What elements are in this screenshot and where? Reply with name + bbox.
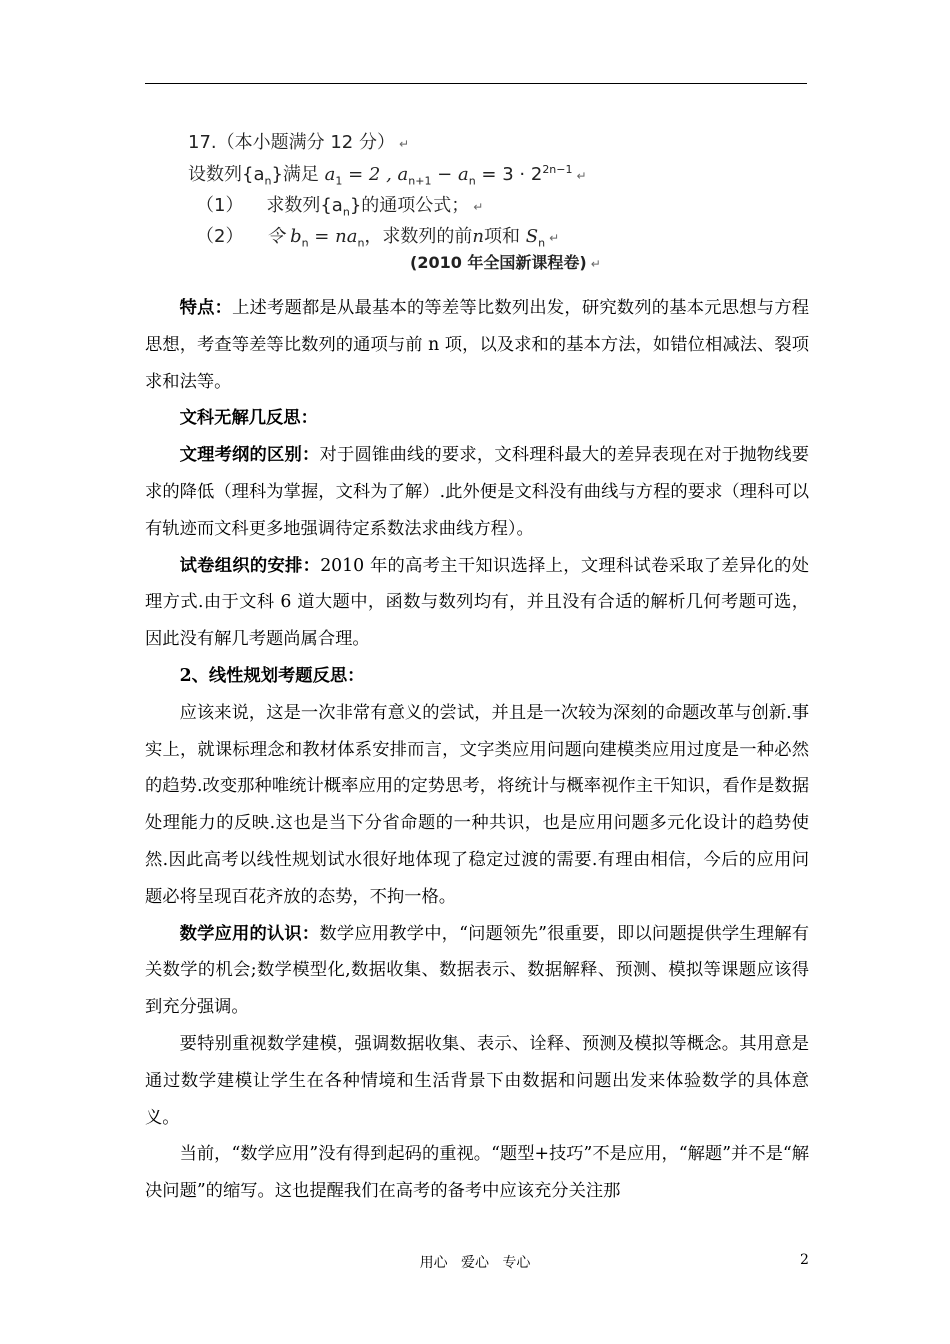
problem-part-1: （1） 求数列$\{a_n\}$的通项公式； ↵ — [196, 195, 484, 219]
problem-part-2: （2） 令 $b_n = na_n$，求数列的前n项和 $S_n$ ↵ — [196, 226, 560, 250]
document-body — [145, 290, 809, 1210]
heading-linear-programming: 2、线性规划考题反思： — [179, 665, 365, 686]
paragraph-paper-organization: 试卷组织的安排：2010 年的高考主干知识选择上，文理科试卷采取了差异化的处理方式.由于文科 6 道大题中，函数与数列均有，并且没有合适的解析几何考题可选，因此没有解几考题尚属合理。 — [145, 555, 809, 650]
problem-title: 17.（本小题满分 12 分） ↵ — [188, 132, 410, 153]
paragraph-linear-programming: 应该来说，这是一次非常有意义的尝试，并且是一次较为深刻的命题改革与创新.事实上，就课标理念和教材体系安排而言，文字类应用问题向建模类应用过度是一种必然的趋势.改变那种唯统计概率应用的定势思考，将统计与概率视作主干知识，看作是数据处理能力的反映.这也是当下分省命题的一种共识，也是应用问题多元化设计的趋势使然.因此高考以线性规划试水很好地体现了稳定过渡的需要.有理由相信，今后的应用问题必将呈现百花齐放的态势，不拘一格。 — [145, 702, 809, 907]
footer-motto: 用心 爱心 专心 — [419, 1255, 531, 1271]
paragraph-math-application: 数学应用的认识：数学应用教学中，“问题领先”很重要，即以问题提供学生理解有关数学的机会;数学模型化,数据收集、数据表示、数据解释、预测、模拟等课题应该得到充分强调。 — [145, 923, 809, 1018]
paragraph-modeling: 要特别重视数学建模，强调数据收集、表示、诠释、预测及模拟等概念。其用意是通过数学建模让学生在各种情境和生活背景下由数据和问题出发来体验数学的具体意义。 — [145, 1033, 809, 1128]
problem-source: (2010 年全国新课程卷) ↵ — [410, 253, 601, 272]
paragraph-features: 特点：上述考题都是从最基本的等差等比数列出发，研究数列的基本元思想与方程思想，考查等差等比数列的通项与前 n 项，以及求和的基本方法，如错位相减法、裂项求和法等。 — [145, 298, 809, 392]
problem-given: 设数列$\{a_n\}$满足 $a_1 = 2$ , $a_{n+1} - a_n = 3 \cdot 2^{2n-1}$ ↵ — [188, 163, 587, 188]
heading-liberal-arts: 文科无解几反思： — [179, 408, 318, 429]
paragraph-syllabus-difference: 文理考纲的区别：对于圆锥曲线的要求，文科理科最大的差异表现在对于抛物线要求的降低（理科为掌握，文科为了解）.此外便是文科没有曲线与方程的要求（理科可以有轨迹而文科更多地强调待定系数法求曲线方程）。 — [145, 445, 809, 539]
page-number: 2 — [800, 1252, 809, 1268]
paragraph-current: 当前，“数学应用”没有得到起码的重视。“题型+技巧”不是应用，“解题”并不是“解决问题”的缩写。这也提醒我们在高考的备考中应该充分关注那 — [145, 1144, 809, 1202]
problem-image — [188, 128, 708, 278]
header-rule — [145, 83, 807, 84]
